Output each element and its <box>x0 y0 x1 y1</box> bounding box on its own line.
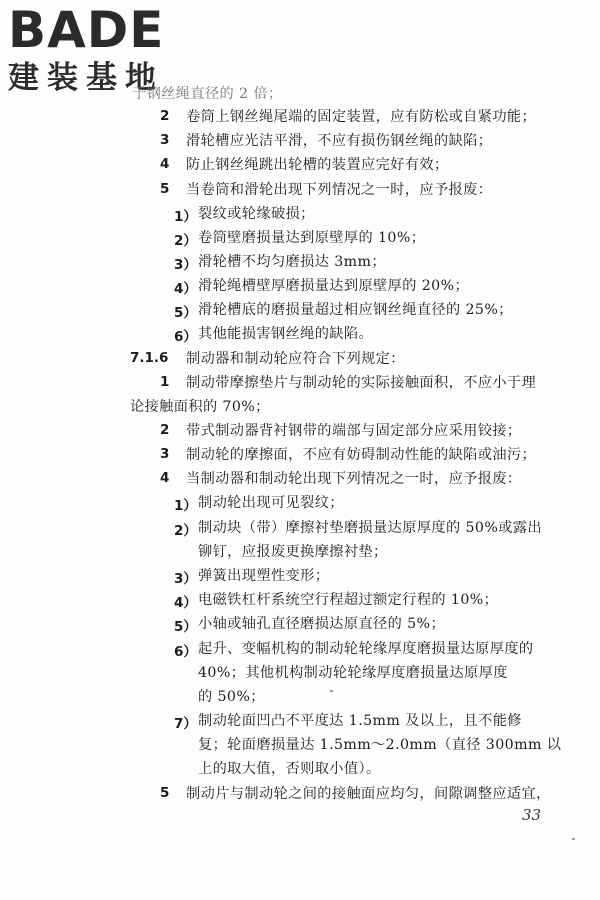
text-line: 防止钢丝绳跳出轮槽的装置应完好有效； <box>186 157 449 173</box>
page-number: 33 <box>522 806 542 824</box>
text-line: 滑轮槽应光洁平滑，不应有损伤钢丝绳的缺陷； <box>186 133 493 149</box>
text-line: 制动轮的摩擦面，不应有妨碍制动性能的缺陷或油污； <box>186 447 537 463</box>
text-line: 其他能损害钢丝绳的缺陷。 <box>198 326 374 342</box>
text-line: 的 50%； <box>198 689 265 705</box>
subitem-number: 2） <box>174 523 197 539</box>
subitem-number: 5） <box>174 619 197 635</box>
item-number: 4 <box>160 470 170 486</box>
text-line: 制动轮出现可见裂纹； <box>198 495 344 511</box>
text-line: 滑轮绳槽壁厚磨损量达到原壁厚的 20%； <box>198 278 470 294</box>
text-line: 带式制动器背衬钢带的端部与固定部分应采用铰接； <box>186 423 522 439</box>
text-line: 制动块（带）摩擦衬垫磨损量达原厚度的 50%或露出 <box>198 520 542 536</box>
text-line: 当卷筒和滑轮出现下列情况之一时，应予报废： <box>186 182 493 198</box>
item-number: 1 <box>160 374 170 390</box>
item-number: 5 <box>160 785 170 801</box>
subitem-number: 5） <box>174 305 197 321</box>
subitem-number: 4） <box>174 281 197 297</box>
text-line: 起升、变幅机构的制动轮轮缘厚度磨损量达原厚度的 <box>198 641 534 657</box>
logo-tagline: 建装基地 <box>8 60 164 96</box>
subitem-number: 4） <box>174 595 197 611</box>
section-number: 7.1.6 <box>130 350 169 366</box>
item-number: 3 <box>160 132 170 148</box>
text-line: 小轴或轴孔直径磨损达原直径的 5%； <box>198 616 446 632</box>
text-line: 制动片与制动轮之间的接触面应均匀，间隙调整应适宜， <box>186 786 551 802</box>
text-line: 40%；其他机构制动轮轮缘厚度磨损量达原厚度 <box>198 665 508 681</box>
text-line: 于钢丝绳直径的 2 倍； <box>132 86 283 102</box>
subitem-number: 6） <box>174 329 197 345</box>
item-number: 5 <box>160 181 170 197</box>
text-line: 上的取大值，否则取小值）。 <box>198 761 381 777</box>
text-line: 卷筒壁磨损量达到原壁厚的 10%； <box>198 230 426 246</box>
item-number: 4 <box>160 156 170 172</box>
text-line: 卷筒上钢丝绳尾端的固定装置，应有防松或自紧功能； <box>186 109 537 125</box>
scan-speck <box>330 690 333 692</box>
text-line: 弹簧出现塑性变形； <box>198 568 330 584</box>
text-line: 制动带摩擦垫片与制动轮的实际接触面积，不应小于理 <box>186 375 537 391</box>
subitem-number: 7） <box>174 716 197 732</box>
text-line: 复；轮面磨损量达 1.5mm～2.0mm（直径 300mm 以 <box>198 737 562 753</box>
text-line: 当制动器和制动轮出现下列情况之一时，应予报废： <box>186 471 522 487</box>
text-line: 裂纹或轮缘破损； <box>198 206 315 222</box>
logo-brand: BADE <box>8 1 165 59</box>
subitem-number: 3） <box>174 257 197 273</box>
subitem-number: 6） <box>174 644 197 660</box>
item-number: 2 <box>160 422 170 438</box>
text-line: 论接触面积的 70%； <box>130 399 270 415</box>
item-number: 2 <box>160 108 170 124</box>
subitem-number: 1） <box>174 498 197 514</box>
subitem-number: 3） <box>174 571 197 587</box>
text-line: 铆钉，应报废更换摩擦衬垫； <box>198 544 388 560</box>
subitem-number: 1） <box>174 209 197 225</box>
subitem-number: 2） <box>174 233 197 249</box>
text-line: 制动器和制动轮应符合下列规定： <box>186 351 405 367</box>
text-line: 电磁铁杠杆系统空行程超过额定行程的 10%； <box>198 592 499 608</box>
text-line: 制动轮面凹凸不平度达 1.5mm 及以上，且不能修 <box>198 713 522 729</box>
scan-speck <box>572 838 575 840</box>
text-line: 滑轮槽底的磨损量超过相应钢丝绳直径的 25%； <box>198 302 513 318</box>
item-number: 3 <box>160 446 170 462</box>
text-line: 滑轮槽不均匀磨损达 3mm； <box>198 254 386 270</box>
